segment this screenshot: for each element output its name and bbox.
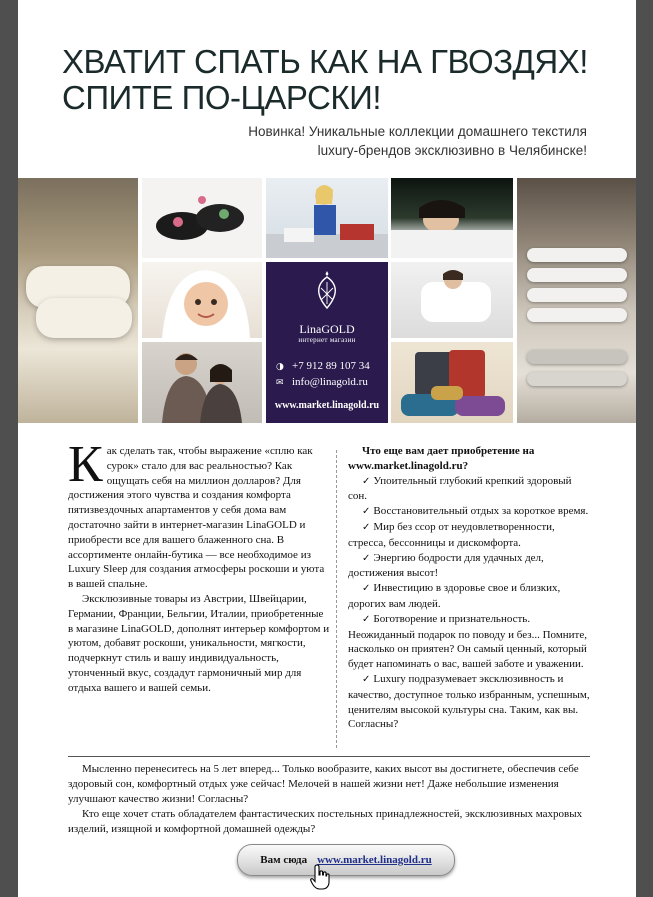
headline bbox=[62, 44, 622, 116]
headline-line-2: СПИТЕ ПО-ЦАРСКИ! bbox=[62, 79, 381, 116]
column-divider bbox=[336, 450, 337, 748]
check-icon: ✓ bbox=[362, 613, 371, 625]
photo-woman-with-pillow bbox=[391, 262, 513, 338]
photo-luggage-and-towels bbox=[391, 342, 513, 423]
photo-woman-sleeping bbox=[391, 178, 513, 258]
check-icon: ✓ bbox=[362, 673, 371, 685]
left-paragraph-2: Эксклюзивные товары из Австрии, Швейцарии, Германии, Франции, Бельгии, Италии, приобретенные в магазине LinaGOLD, дополнят интерьер комфортом и уютом, добавят роскоши, уникальности, мягкости, подчеркнут стиль и вашу индивидуальность, утонченный вкус, создадут гармоничный мир для отдыха вашего и вашей семьи. bbox=[68, 592, 330, 694]
bottom-text bbox=[68, 762, 590, 837]
check-icon: ✓ bbox=[362, 552, 371, 564]
bottom-paragraph-2: Кто еще хочет стать обладателем фантастических постельных принадлежностей, эксклюзивных махровых изделий, изящной и комфортной домашней одежды? bbox=[68, 808, 583, 835]
brand-phone: +7 912 89 107 34 bbox=[292, 360, 370, 372]
headline-line-1: ХВАТИТ СПАТЬ КАК НА ГВОЗДЯХ! bbox=[62, 43, 588, 80]
subheadline-line-2: luxury-брендов эксклюзивно в Челябинске! bbox=[317, 143, 587, 158]
cta-link[interactable]: www.market.linagold.ru bbox=[317, 854, 432, 866]
brand-subtitle: интернет магазин bbox=[298, 336, 356, 344]
right-heading: Что еще вам дает приобретение на www.market.linagold.ru? bbox=[348, 445, 535, 472]
lina-gold-logo bbox=[313, 270, 341, 310]
benefit-item: ✓ Восстановительный отдых за короткое время. bbox=[362, 505, 589, 518]
check-icon: ✓ bbox=[362, 521, 371, 533]
benefit-item: ✓ Боготворение и признательность. Неожиданный подарок по поводу и без... Помните, насколько он приятен? Он самый ценный, который будет напоминать о вас, вашей заботе и уважении. bbox=[348, 612, 587, 671]
check-icon: ✓ bbox=[362, 475, 371, 487]
brand-email-row bbox=[276, 376, 368, 388]
drop-cap: К bbox=[68, 436, 103, 493]
benefit-item: ✓ Упоительный глубокий крепкий здоровый сон. bbox=[348, 474, 572, 503]
check-icon: ✓ bbox=[362, 506, 371, 518]
photo-folded-linen bbox=[517, 178, 636, 423]
brand-card bbox=[266, 262, 388, 423]
subheadline-line-1: Новинка! Уникальные коллекции домашнего текстиля bbox=[248, 124, 587, 139]
photo-slippers bbox=[142, 178, 262, 258]
photo-baby-in-towel bbox=[142, 262, 262, 338]
left-paragraph-1-text: ак сделать так, чтобы выражение «сплю как сурок» стало для вас реальностью? Как ощущать себя на миллион долларов? Для достижения этого чувства и создания комфорта пятизвездочных апартаментов у себя дома вам достаточно зайти в интернет-магазин LinaGOLD и приобрести все для вашего блаженного сна. В ассортименте онлайн-бутика — все необходимое из Luxury Sleep для создания атмосферы роскоши и уюта в вашей спальне. bbox=[68, 445, 325, 591]
brand-phone-row bbox=[276, 360, 370, 372]
photo-bed-pillows bbox=[18, 178, 138, 423]
right-column bbox=[348, 444, 590, 732]
photo-girl-with-textiles bbox=[266, 178, 388, 258]
check-icon: ✓ bbox=[362, 583, 371, 595]
photo-collage bbox=[18, 178, 636, 423]
benefit-item: ✓ Энергию бодрости для удачных дел, достижения высот! bbox=[348, 551, 544, 580]
cta-label: Вам сюда bbox=[260, 854, 308, 866]
brand-url[interactable]: www.market.linagold.ru bbox=[274, 400, 380, 411]
phone-icon: ◑ bbox=[276, 362, 284, 372]
left-paragraph-1 bbox=[68, 436, 330, 592]
brand-email[interactable]: info@linagold.ru bbox=[292, 376, 368, 388]
left-column bbox=[68, 436, 330, 696]
subheadline bbox=[248, 122, 587, 160]
magazine-page bbox=[18, 0, 636, 897]
mail-icon: ✉ bbox=[276, 378, 284, 388]
benefit-item: ✓ Мир без ссор от неудовлетворенности, стресса, бессонницы и дискомфорта. bbox=[348, 520, 555, 549]
photo-couple-in-robes bbox=[142, 342, 262, 423]
benefit-item: ✓ Luxury подразумевает эксклюзивность и качество, доступное только избранным, успешным, ценителям высокой культуры сна. Таким, как вы. Согласны? bbox=[348, 672, 590, 731]
bottom-paragraph-1: Мысленно перенеситесь на 5 лет вперед... Только вообразите, каких высот вы достигнете, обеспечив себе здоровый сон, комфортный отдых уже сейчас! Мелочей в нашей жизни нет! Даже небольшие изменения улучшают качество жизни! Согласны? bbox=[68, 763, 579, 805]
cta-button[interactable] bbox=[237, 844, 455, 876]
benefit-item: ✓ Инвестицию в здоровье свое и близких, дорогих вам людей. bbox=[348, 582, 561, 610]
brand-name: LinaGOLD bbox=[299, 322, 355, 336]
hand-cursor-icon bbox=[310, 864, 330, 890]
section-divider bbox=[68, 756, 590, 757]
